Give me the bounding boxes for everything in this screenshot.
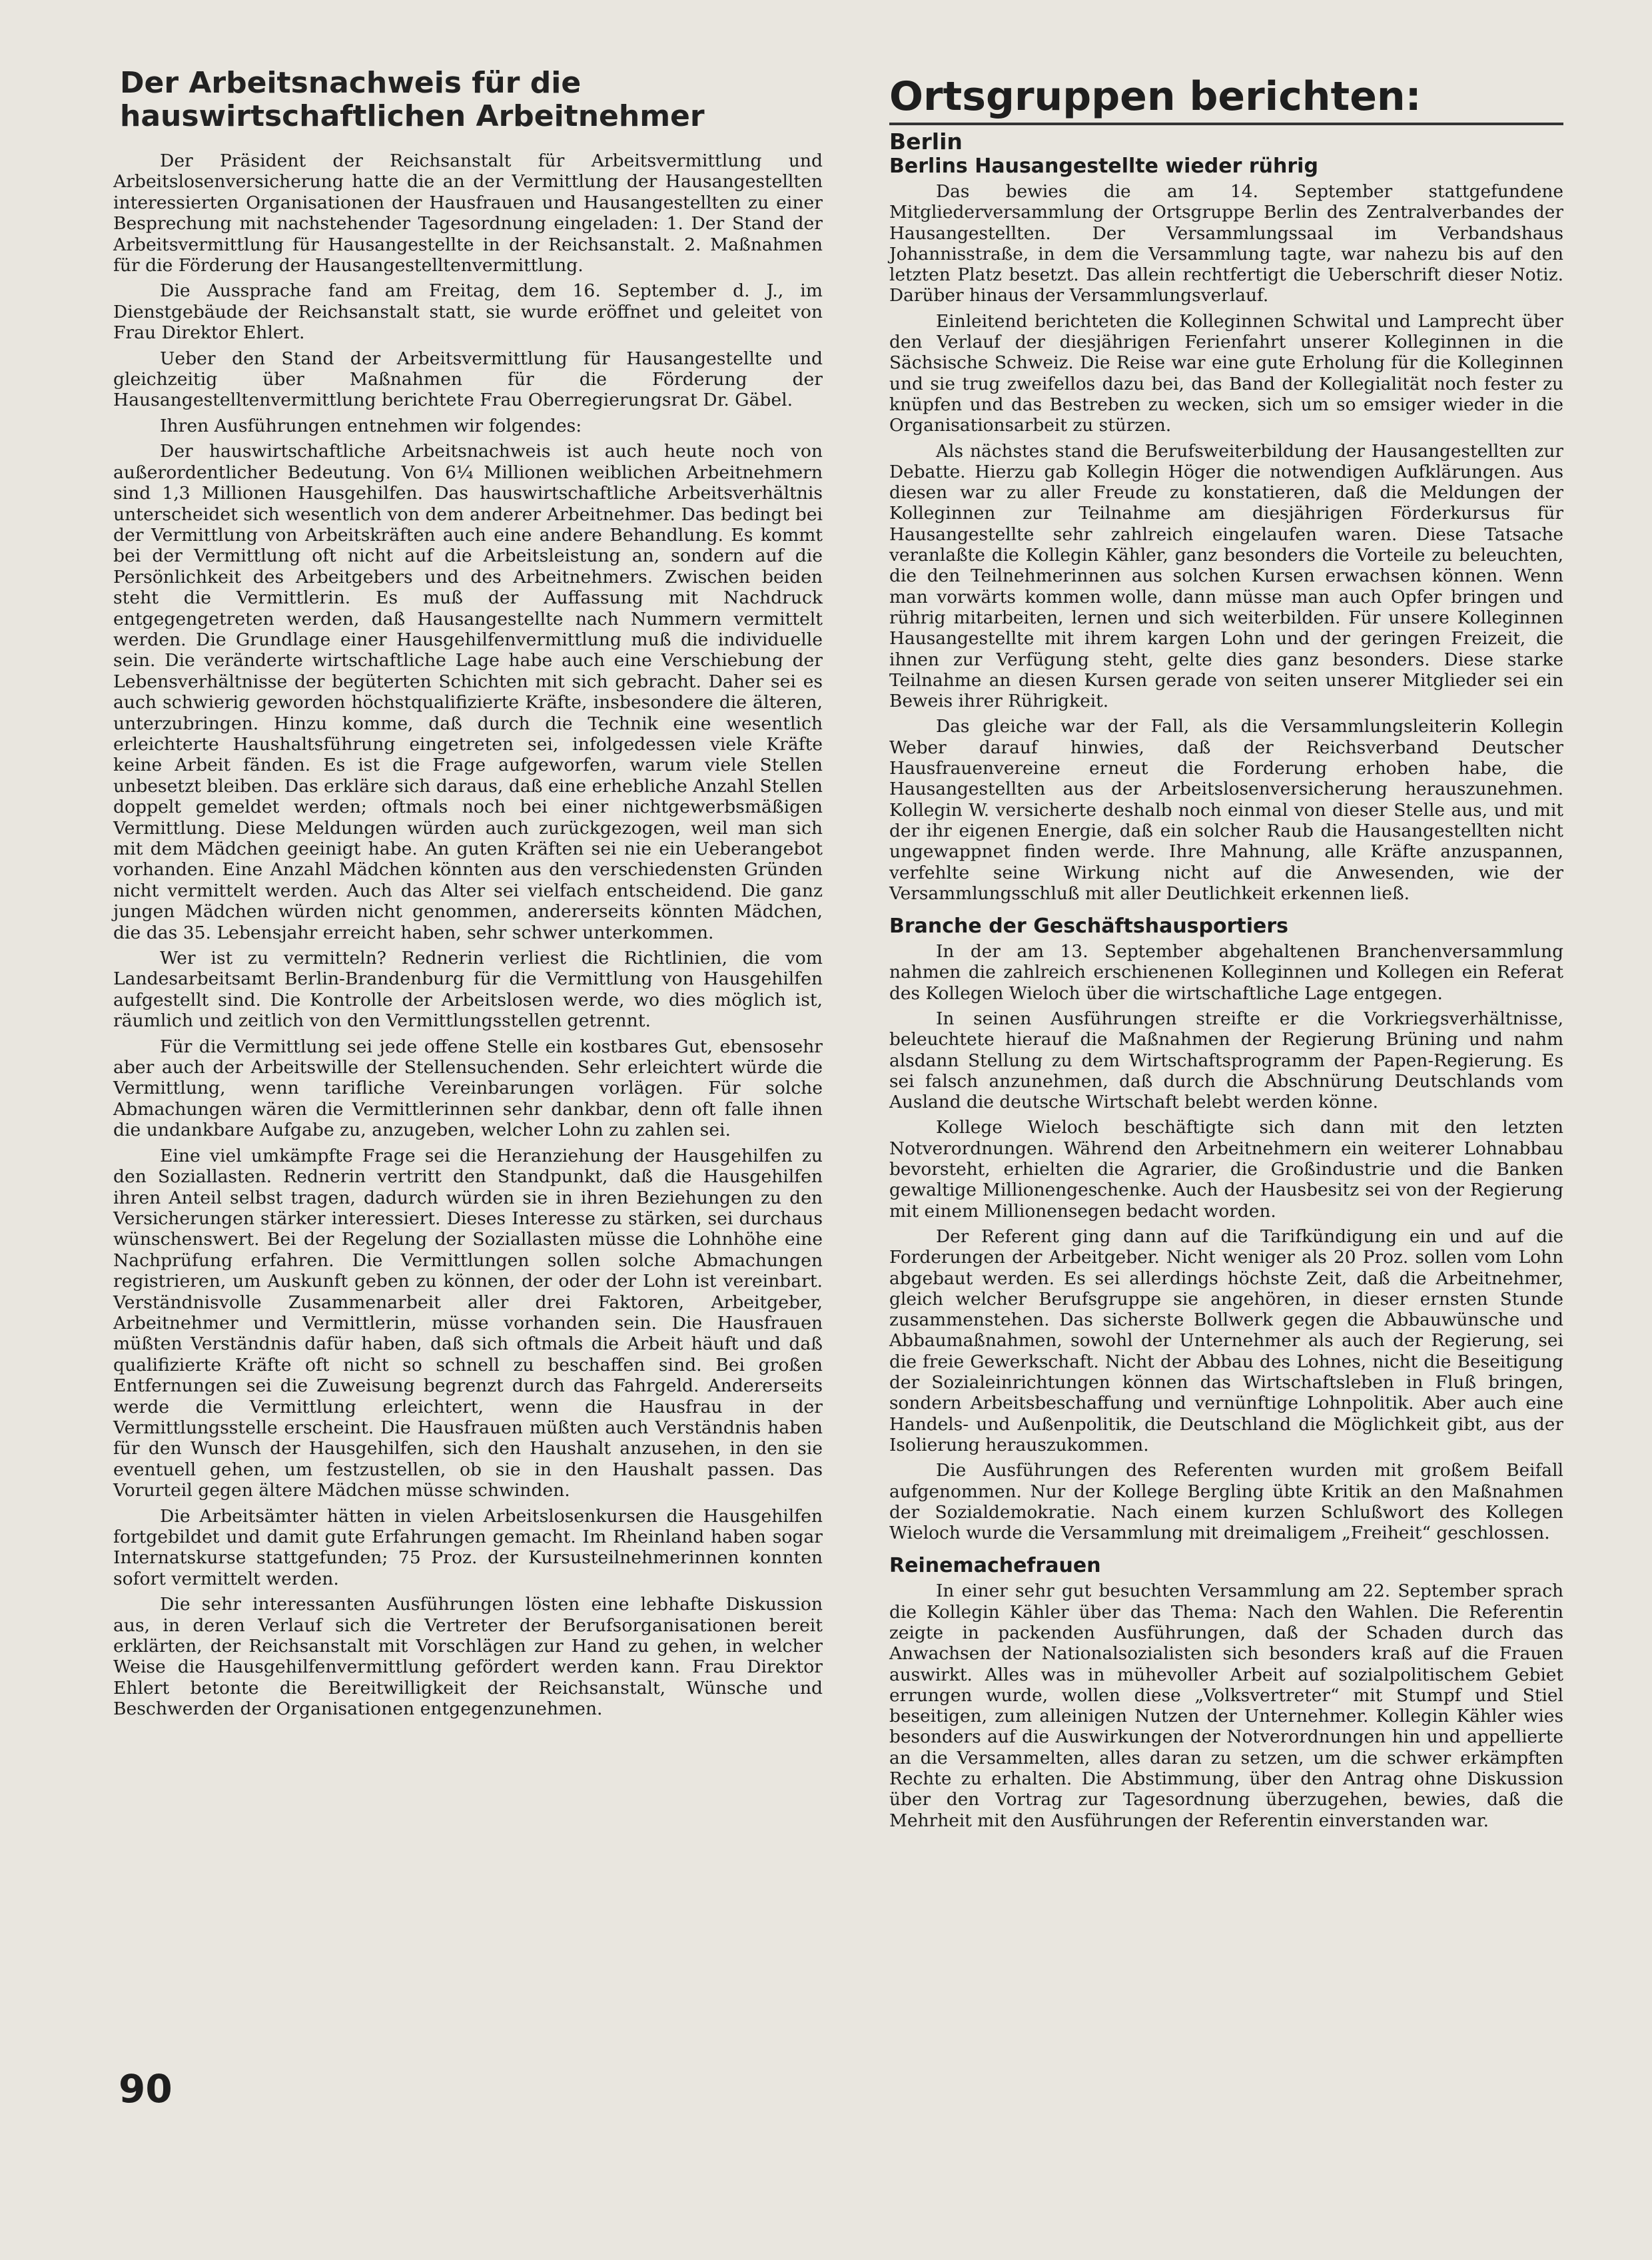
report-paragraph: In seinen Ausführungen streifte er die Vorkriegsverhältnisse, beleuchtete hierauf die Maßnahmen der Regierung Brüning und nahm alsdann Stellung zu dem Wirtschaftsprogramm der Papen-Regierung. Es sei falsch anzunehmen, daß durch die Abschnürung Deutschlands vom Ausland die deutsche Wirtschaft belebt werden könne. bbox=[889, 1008, 1563, 1113]
report-paragraph: In der am 13. September abgehaltenen Branchenversammlung nahmen die zahlreich erschienenen Kolleginnen und Kollegen ein Referat des Kollegen Wieloch über die wirtschaftliche Lage entgegen. bbox=[889, 941, 1563, 1004]
article-paragraph: Die sehr interessanten Ausführungen lösten eine lebhafte Diskussion aus, in deren Verlauf sich die Vertreter der Berufsorganisationen bereit erklärten, der Reichsanstalt mit Vorschlägen zur Hand zu gehen, in welcher Weise die Hausgehilfenvermittlung gefördert werden kann. Frau Direktor Ehlert betonte die Bereitwilligkeit der Reichsanstalt, Wünsche und Beschwerden der Organisationen entgegenzunehmen. bbox=[113, 1594, 823, 1720]
article-paragraph: Ueber den Stand der Arbeitsvermittlung für Hausangestellte und gleichzeitig über Maßnahmen für die Förderung der Hausangestelltenvermittlung berichtete Frau Oberregierungsrat Dr. Gäbel. bbox=[113, 348, 823, 411]
article-title bbox=[120, 67, 823, 133]
left-column bbox=[113, 61, 823, 1724]
report-heading: Reinemachefrauen bbox=[889, 1554, 1101, 1578]
article-paragraph: Ihren Ausführungen entnehmen wir folgendes: bbox=[160, 415, 582, 436]
article-title-line-2: hauswirtschaftlichen Arbeitnehmer bbox=[120, 99, 705, 133]
article-paragraph: Der hauswirtschaftliche Arbeitsnachweis ist auch heute noch von außerordentlicher Bedeutung. Von 6¼ Millionen weiblichen Arbeitnehmern sind 1,3 Millionen Hausgehilfen. Das hauswirtschaftliche Arbeitsverhältnis unterscheidet sich wesentlich von dem anderer Arbeitnehmer. Das bedingt bei der Vermittlung von Arbeitskräften auch eine andere Behandlung. Es kommt bei der Vermittlung oft nicht auf die Arbeitsleistung an, sondern auf die Persönlichkeit des Arbeitgebers und des Arbeitnehmers. Zwischen beiden steht die Vermittlerin. Es muß der Auffassung mit Nachdruck entgegengetreten werden, daß Hausangestellte nach Nummern vermittelt werden. Die Grundlage einer Hausgehilfenvermittlung muß die individuelle sein. Die veränderte wirtschaftliche Lage habe auch eine Verschiebung der Lebensverhältnisse der begüterten Schichten mit sich gebracht. Daher sei es auch schwierig geworden höchstqualifizierte Kräfte, insbesondere die älteren, unterzubringen. Hinzu komme, daß durch die Technik eine wesentlich erleichterte Haushaltsführung eingetreten sei, infolgedessen viele Kräfte keine Arbeit fänden. Es ist die Frage aufgeworfen, warum viele Stellen unbesetzt bleiben. Das erkläre sich daraus, daß eine erhebliche Anzahl Stellen doppelt gemeldet werden; oftmals noch bei einer nichtgewerbsmäßigen Vermittlung. Diese Meldungen würden auch zurückgezogen, weil man sich mit dem Mädchen geeinigt habe. An guten Kräften sei nie ein Ueberangebot vorhanden. Eine Anzahl Mädchen könnten aus den verschiedensten Gründen nicht vermittelt werden. Auch das Alter sei vielfach entscheidend. Die ganz jungen Mädchen würden nicht genommen, andererseits könnten Mädchen, die das 35. Lebensjahr erreicht haben, sehr schwer unterkommen. bbox=[113, 441, 823, 943]
report-paragraph: In einer sehr gut besuchten Versammlung am 22. September sprach die Kollegin Kähler über das Thema: Nach den Wahlen. Die Referentin zeigte in packenden Ausführungen, daß der Schaden durch das Anwachsen der Nationalsozialisten sich besonders kraß auf die Frauen auswirkt. Alles was in mühevoller Arbeit auf sozialpolitischem Gebiet errungen wurde, wollen diese „Volksvertreter“ mit Stumpf und Stiel beseitigen, zum alleinigen Nutzen der Unternehmer. Kollegin Kähler wies besonders auf die Auswirkungen der Notverordnungen hin und appellierte an die Versammelten, alles daran zu setzen, um die schwer erkämpften Rechte zu erhalten. Die Abstimmung, über den Antrag ohne Diskussion über den Vortrag zur Tagesordnung überzugehen, bewies, daß die Mehrheit mit den Ausführungen der Referentin einverstanden war. bbox=[889, 1581, 1563, 1831]
article-paragraph: Die Arbeitsämter hätten in vielen Arbeitslosenkursen die Hausgehilfen fortgebildet und damit gute Erfahrungen gemacht. Im Rheinland haben sogar Internatskurse stattgefunden; 75 Proz. der Kursusteilnehmerinnen konnten sofort vermittelt werden. bbox=[113, 1505, 823, 1589]
report-paragraph: Das gleiche war der Fall, als die Versammlungsleiterin Kollegin Weber darauf hinwies, daß der Reichsverband Deutscher Hausfrauenvereine erneut die Forderung erhoben habe, die Hausangestellten aus der Arbeitslosenversicherung herauszunehmen. Kollegin W. versicherte deshalb noch einmal von dieser Stelle aus, und mit der ihr eigenen Energie, daß ein solcher Raub die Hausangestellten nicht ungewappnet finden werde. Ihre Mahnung, alle Kräfte anzuspannen, verfehlte seine Wirkung nicht auf die Anwesenden, wie der Versammlungsschluß mit aller Deutlichkeit erkennen ließ. bbox=[889, 716, 1563, 904]
city-heading-berlin: Berlin bbox=[889, 129, 963, 155]
article-paragraph: Die Aussprache fand am Freitag, dem 16. September d. J., im Dienstgebäude der Reichsanstalt statt, sie wurde eröffnet und geleitet von Frau Direktor Ehlert. bbox=[113, 280, 823, 344]
report-paragraph: Der Referent ging dann auf die Tarifkündigung ein und auf die Forderungen der Arbeitgeber. Nicht weniger als 20 Proz. sollen vom Lohn abgebaut werden. Es sei allerdings höchste Zeit, daß die Arbeitnehmer, gleich welcher Berufsgruppe sie angehören, in dieser ernsten Stunde zusammenstehen. Das sicherste Bollwerk gegen die Abbauwünsche und Abbaumaßnahmen, sowohl der Unternehmer als auch der Regierung, sei die freie Gewerkschaft. Nicht der Abbau des Lohnes, nicht die Beseitigung der Sozialeinrichtungen können das Wirtschaftsleben in Fluß bringen, sondern Arbeitsbeschaffung und vernünftige Lohnpolitik. Aber auch eine Handels- und Außenpolitik, die Deutschland die Möglichkeit gibt, aus der Isolierung herauszukommen. bbox=[889, 1226, 1563, 1455]
report-paragraph: Als nächstes stand die Berufsweiterbildung der Hausangestellten zur Debatte. Hierzu gab Kollegin Höger die notwendigen Aufklärungen. Aus diesen war zu aller Freude zu konstatieren, daß die Meldungen der Kolleginnen zur Teilnahme am diesjährigen Förderkursus für Hausangestellte sehr zahlreich eingelaufen waren. Diese Tatsache veranlaßte die Kollegin Kähler, ganz besonders die Vorteile zu beleuchten, die den Teilnehmerinnen aus solchen Kursen erwachsen können. Wenn man vorwärts kommen wolle, dann müsse man auch Opfer bringen und rührig mitarbeiten, lernen und sich weiterbilden. Für unsere Kolleginnen Hausangestellte mit ihrem kargen Lohn und der geringen Freizeit, die ihnen zur Verfügung steht, gelte dies ganz besonders. Diese starke Teilnahme an diesen Kursen gerade von seiten unserer Mitglieder sei ein Beweis ihrer Rührigkeit. bbox=[889, 440, 1563, 712]
section-title: Ortsgruppen berichten: bbox=[889, 73, 1563, 125]
right-column bbox=[889, 61, 1563, 1836]
page-number: 90 bbox=[119, 2066, 173, 2111]
article-paragraph: Wer ist zu vermitteln? Rednerin verliest die Richtlinien, die vom Landesarbeitsamt Berlin-Brandenburg für die Vermittlung von Hausgehilfen aufgestellt sind. Die Kontrolle der Arbeitslosen werde, wo dies möglich ist, räumlich und zeitlich von den Vermittlungsstellen getrennt. bbox=[113, 948, 823, 1032]
article-paragraph: Der Präsident der Reichsanstalt für Arbeitsvermittlung und Arbeitslosenversicherung hatte die an der Vermittlung der Hausangestellten interessierten Organisationen der Hausfrauen und Hausangestellten zu einer Besprechung mit nachstehender Tagesordnung eingeladen: 1. Der Stand der Arbeitsvermittlung für Hausangestellte in der Reichsanstalt. 2. Maßnahmen für die Förderung der Hausangestelltenvermittlung. bbox=[113, 151, 823, 276]
report-heading: Branche der Geschäftshausportiers bbox=[889, 915, 1289, 939]
article-title-line-1: Der Arbeitsnachweis für die bbox=[120, 66, 582, 100]
article-paragraph: Für die Vermittlung sei jede offene Stelle ein kostbares Gut, ebensosehr aber auch der Arbeitswille der Stellensuchenden. Sehr erleichtert würde die Vermittlung, wenn tarifliche Vereinbarungen vorlägen. Für solche Abmachungen wären die Vermittlerinnen sehr dankbar, denn oft falle ihnen die undankbare Aufgabe zu, anzugeben, welcher Lohn zu zahlen sei. bbox=[113, 1036, 823, 1141]
report-paragraph: Die Ausführungen des Referenten wurden mit großem Beifall aufgenommen. Nur der Kollege Bergling übte Kritik an den Maßnahmen der Sozialdemokratie. Nach einem kurzen Schlußwort des Kollegen Wieloch wurde die Versammlung mit dreimaligem „Freiheit“ geschlossen. bbox=[889, 1460, 1563, 1544]
report-heading: Berlins Hausangestellte wieder rührig bbox=[889, 155, 1318, 178]
report-paragraph: Einleitend berichteten die Kolleginnen Schwital und Lamprecht über den Verlauf der diesjährigen Ferienfahrt unserer Kolleginnen in die Sächsische Schweiz. Die Reise war eine gute Erholung für die Kolleginnen und sie trug zweifellos dazu bei, das Band der Kollegialität noch fester zu knüpfen und das Bestreben zu wecken, sich um so emsiger wieder in die Organisationsarbeit zu stürzen. bbox=[889, 310, 1563, 436]
report-paragraph: Das bewies die am 14. September stattgefundene Mitgliederversammlung der Ortsgruppe Berlin des Zentralverbandes der Hausangestellten. Der Versammlungssaal im Verbandshaus Johannisstraße, in dem die Versammlung tagte, war nahezu bis auf den letzten Platz besetzt. Das allein rechtfertigt die Ueberschrift dieser Notiz. Darüber hinaus der Versammlungsverlauf. bbox=[889, 181, 1563, 306]
report-paragraph: Kollege Wieloch beschäftigte sich dann mit den letzten Notverordnungen. Während den Arbeitnehmern ein weiterer Lohnabbau bevorsteht, erhielten die Agrarier, die Großindustrie und die Banken gewaltige Millionengeschenke. Auch der Hausbesitz sei von der Regierung mit einem Millionensegen bedacht worden. bbox=[889, 1117, 1563, 1222]
article-paragraph: Eine viel umkämpfte Frage sei die Heranziehung der Hausgehilfen zu den Soziallasten. Rednerin vertritt den Standpunkt, daß die Hausgehilfen ihren Anteil selbst tragen, dadurch würden sie in ihren Beziehungen zu den Versicherungen stärker interessiert. Dieses Interesse zu stärken, sei durchaus wünschenswert. Bei der Regelung der Soziallasten müsse die Lohnhöhe eine Nachprüfung erfahren. Die Vermittlungen sollen solche Abmachungen registrieren, um Auskunft geben zu können, der oder der Lohn ist vereinbart. Verständnisvolle Zusammenarbeit aller drei Faktoren, Arbeitgeber, Arbeitnehmer und Vermittlerin, müsse vorhanden sein. Die Hausfrauen müßten Verständnis dafür haben, daß sich oftmals die Arbeit häuft und daß qualifizierte Kräfte oft nicht so schnell zu beschaffen sind. Bei großen Entfernungen sei die Zuweisung begrenzt durch das Fahrgeld. Andererseits werde die Vermittlung erleichtert, wenn die Hausfrau in der Vermittlungsstelle erscheint. Die Hausfrauen müßten auch Verständnis haben für den Wunsch der Hausgehilfen, sich den Haushalt anzusehen, in den sie eventuell gehen, um festzustellen, ob sie in den Haushalt passen. Das Vorurteil gegen ältere Mädchen müsse schwinden. bbox=[113, 1145, 823, 1501]
